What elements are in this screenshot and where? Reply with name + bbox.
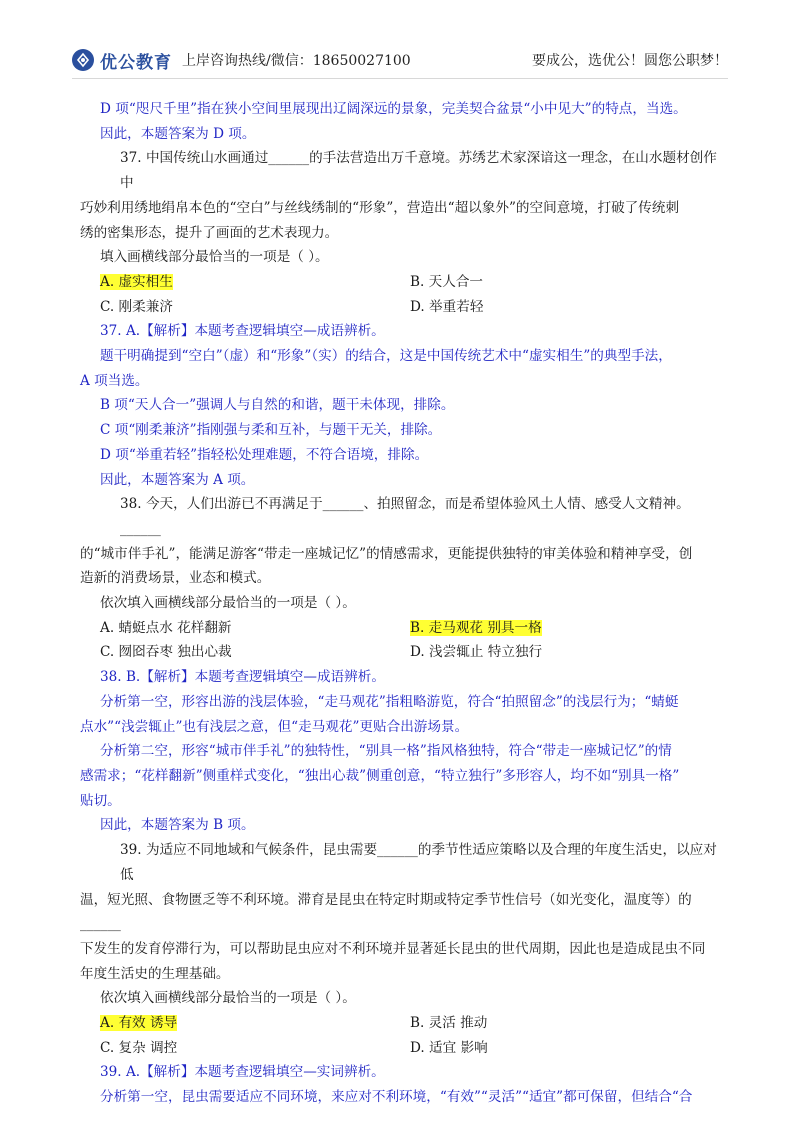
option-c: C. 复杂 调控 — [100, 1039, 178, 1056]
option-a: A. 有效 诱导 — [100, 1015, 178, 1032]
option-a: A. 蜻蜓点水 花样翻新 — [100, 619, 232, 636]
answer-37-heading: 37. A.【解析】本题考查逻辑填空—成语辨析。 — [100, 323, 385, 340]
document-body — [80, 97, 730, 1110]
hotline-text: 上岸咨询热线/微信：18650027100 — [182, 53, 411, 69]
question-37-options — [100, 295, 730, 320]
explanation-line: 感需求；“花样翻新”侧重样式变化，“独出心裁”侧重创意，“特立独行”多形容人，均不如“别具一格” — [80, 767, 680, 784]
brand-name: 优公教育 — [100, 52, 172, 73]
question-38-stem: 造新的消费场景，业态和模式。 — [80, 570, 271, 587]
explanation-line: 分析第二空，形容“城市伴手礼”的独特性，“别具一格”指风格独特，符合“带走一座城记忆”的情 — [100, 743, 672, 760]
option-c: C. 囫囵吞枣 独出心裁 — [100, 644, 232, 661]
header-divider — [72, 78, 728, 79]
question-38-prompt: 依次填入画横线部分最恰当的一项是（ ）。 — [100, 595, 356, 612]
explanation-line: 分析第一空，形容出游的浅层体验，“走马观花”指粗略游览，符合“拍照留念”的浅层行为；“蜻蜓 — [100, 693, 679, 710]
answer-conclusion: 因此，本题答案为 D 项。 — [100, 125, 256, 142]
question-37-stem: 37. 中国传统山水画通过______的手法营造出万千意境。苏绣艺术家深谙这一理念，在山水题材创作中 — [120, 150, 717, 192]
question-39-stem: 下发生的发育停滞行为，可以帮助昆虫应对不利环境并显著延长昆虫的世代周期，因此也是造成昆虫不同 — [80, 940, 706, 957]
question-38-stem: 38. 今天，人们出游已不再满足于______、拍照留念，而是希望体验风土人情、感受人文精神。______ — [120, 496, 690, 537]
option-b: B. 走马观花 别具一格 — [410, 619, 542, 636]
explanation-line: B 项“天人合一”强调人与自然的和谐，题干未体现，排除。 — [100, 397, 455, 414]
explanation-line: 题干明确提到“空白”（虚）和“形象”（实）的结合，这是中国传统艺术中“虚实相生”的典型手法， — [100, 348, 672, 365]
brand — [72, 48, 411, 73]
explanation-line: D 项“咫尺千里”指在狭小空间里展现出辽阔深远的景象，完美契合盆景“小中见大”的特点，当选。 — [100, 101, 687, 117]
explanation-line: A 项当选。 — [80, 372, 149, 389]
option-d: D. 浅尝辄止 特立独行 — [410, 644, 543, 661]
option-c: C. 刚柔兼济 — [100, 298, 173, 315]
option-b: B. 灵活 推动 — [410, 1015, 488, 1032]
answer-conclusion: 因此，本题答案为 A 项。 — [100, 471, 255, 488]
question-38-options — [100, 640, 730, 665]
question-37-options — [100, 270, 730, 295]
explanation-line: 贴切。 — [80, 792, 121, 809]
logo-icon — [72, 49, 94, 71]
question-38-stem: 的“城市伴手礼”，能满足游客“带走一座城记忆”的情感需求，更能提供独特的审美体验和精神享受，创 — [80, 545, 693, 562]
question-37-stem: 绣的密集形态，提升了画面的艺术表现力。 — [80, 224, 339, 241]
option-b: B. 天人合一 — [410, 273, 484, 290]
question-39-stem: 年度生活史的生理基础。 — [80, 965, 230, 982]
question-37-stem: 巧妙利用绣地绢帛本色的“空白”与丝线绣制的“形象”，营造出“超以象外”的空间意境，打破了传统刺 — [80, 199, 680, 216]
answer-38-heading: 38. B.【解析】本题考查逻辑填空—成语辨析。 — [100, 669, 385, 686]
explanation-line: C 项“刚柔兼济”指刚强与柔和互补，与题干无关，排除。 — [100, 422, 442, 439]
question-39-options — [100, 1036, 730, 1061]
option-d: D. 举重若轻 — [410, 298, 484, 315]
question-38-options — [100, 616, 730, 641]
explanation-line: D 项“举重若轻”指轻松处理难题，不符合语境，排除。 — [100, 446, 429, 463]
question-39-options — [100, 1011, 730, 1036]
answer-39-heading: 39. A.【解析】本题考查逻辑填空—实词辨析。 — [100, 1064, 385, 1081]
question-37-prompt: 填入画横线部分最恰当的一项是（ ）。 — [100, 249, 329, 266]
question-39-stem: 39. 为适应不同地域和气候条件，昆虫需要______的季节性适应策略以及合理的年度生活史，以应对低 — [120, 842, 717, 883]
question-39-stem: 温，短光照、食物匮乏等不利环境。滞育是昆虫在特定时期或特定季节性信号（如光变化，温度等）的______ — [80, 891, 692, 933]
answer-conclusion: 因此，本题答案为 B 项。 — [100, 817, 255, 834]
slogan-text: 要成公，选优公！圆您公职梦！ — [532, 53, 728, 69]
explanation-line: 点水”“浅尝辄止”也有浅层之意，但“走马观花”更贴合出游场景。 — [80, 718, 469, 735]
option-d: D. 适宜 影响 — [410, 1039, 488, 1056]
question-39-prompt: 依次填入画横线部分最恰当的一项是（ ）。 — [100, 990, 356, 1007]
explanation-line: 分析第一空，昆虫需要适应不同环境，来应对不利环境，“有效”“灵活”“适宜”都可保留，但结合“合 — [100, 1089, 693, 1106]
page-header — [72, 44, 728, 76]
option-a: A. 虚实相生 — [100, 273, 173, 290]
